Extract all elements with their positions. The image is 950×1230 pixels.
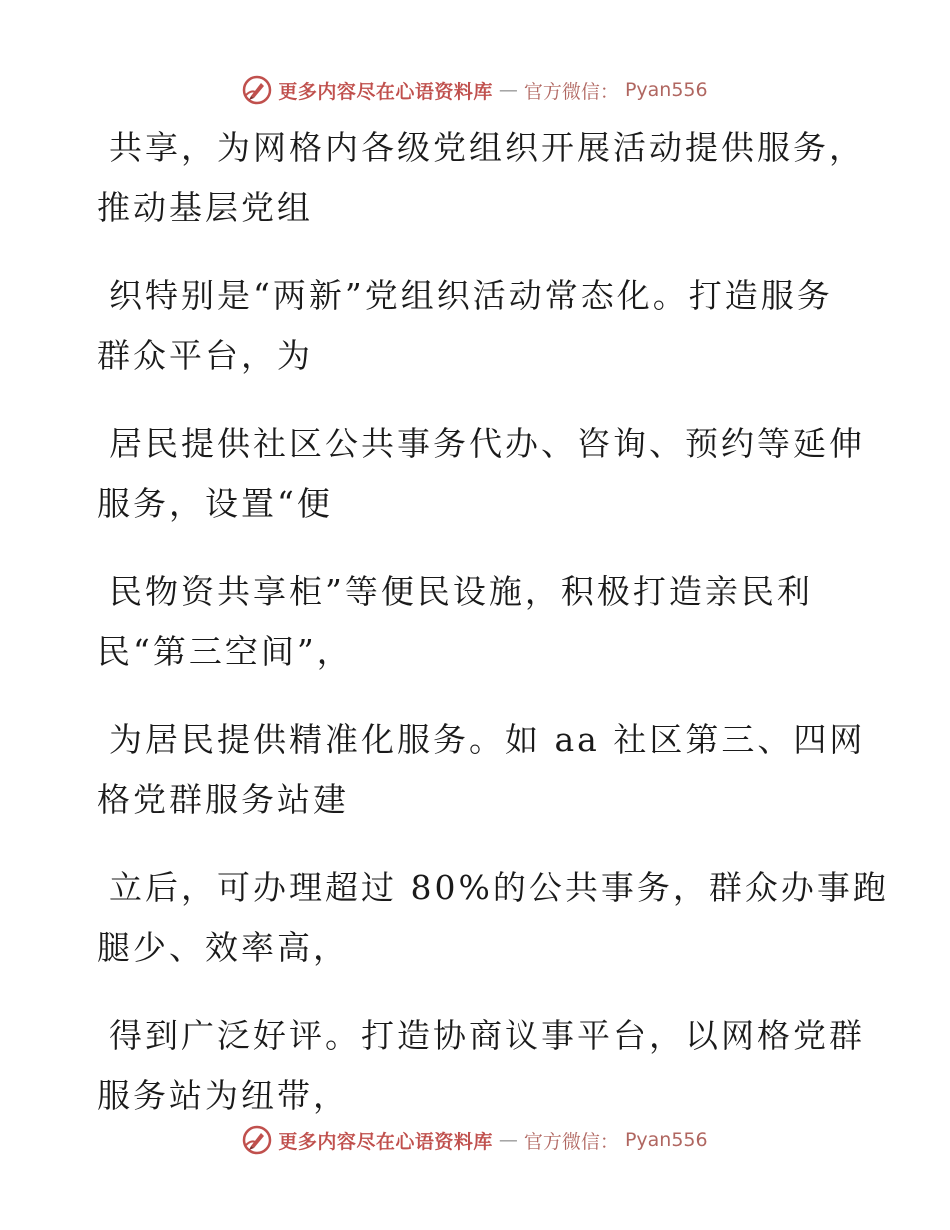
watermark-wechat-id: Pyan556	[624, 1129, 708, 1151]
paragraph-line: 为居民提供精准化服务。如 aa 社区第三、四网	[109, 720, 866, 759]
watermark-wechat-label: 官方微信：	[523, 80, 619, 103]
document-body	[97, 118, 889, 1154]
paragraph-line: 服务，设置“便	[97, 484, 333, 523]
paragraph	[97, 858, 889, 978]
paragraph	[97, 562, 837, 682]
paragraph-line: 腿少、效率高，	[97, 928, 349, 967]
watermark-site-text: 更多内容尽在心语资料库	[278, 80, 493, 103]
pen-nib-icon	[242, 1125, 272, 1155]
paragraph-line: 服务站为纽带，	[97, 1076, 349, 1115]
paragraph	[97, 414, 865, 534]
paragraph	[97, 710, 866, 830]
paragraph	[97, 118, 865, 238]
paragraph	[97, 266, 837, 386]
paragraph-line: 居民提供社区公共事务代办、咨询、预约等延伸	[109, 424, 865, 463]
paragraph-line: 民“第三空间”，	[97, 632, 353, 671]
footer-watermark	[0, 1120, 950, 1160]
paragraph-line: 共享，为网格内各级党组织开展活动提供服务，	[109, 128, 865, 167]
watermark-site-text: 更多内容尽在心语资料库	[278, 1130, 493, 1153]
watermark-wechat-id: Pyan556	[624, 79, 708, 101]
paragraph-line: 织特别是“两新”党组织活动常态化。打造服务	[109, 276, 833, 315]
paragraph-line: 立后，可办理超过 80%的公共事务，群众办事跑	[109, 868, 889, 907]
watermark-wechat-label: 官方微信：	[523, 1130, 619, 1153]
paragraph-line: 格党群服务站建	[97, 780, 349, 819]
paragraph-line: 群众平台，为	[97, 336, 313, 375]
paragraph-line: 得到广泛好评。打造协商议事平台，以网格党群	[109, 1016, 865, 1055]
paragraph-line: 推动基层党组	[97, 188, 313, 227]
paragraph-line: 民物资共享柜”等便民设施，积极打造亲民利	[109, 572, 813, 611]
header-watermark	[0, 70, 950, 110]
watermark-separator: —	[498, 79, 518, 101]
pen-nib-icon	[242, 75, 272, 105]
watermark-separator: —	[498, 1129, 518, 1151]
paragraph	[97, 1006, 865, 1126]
